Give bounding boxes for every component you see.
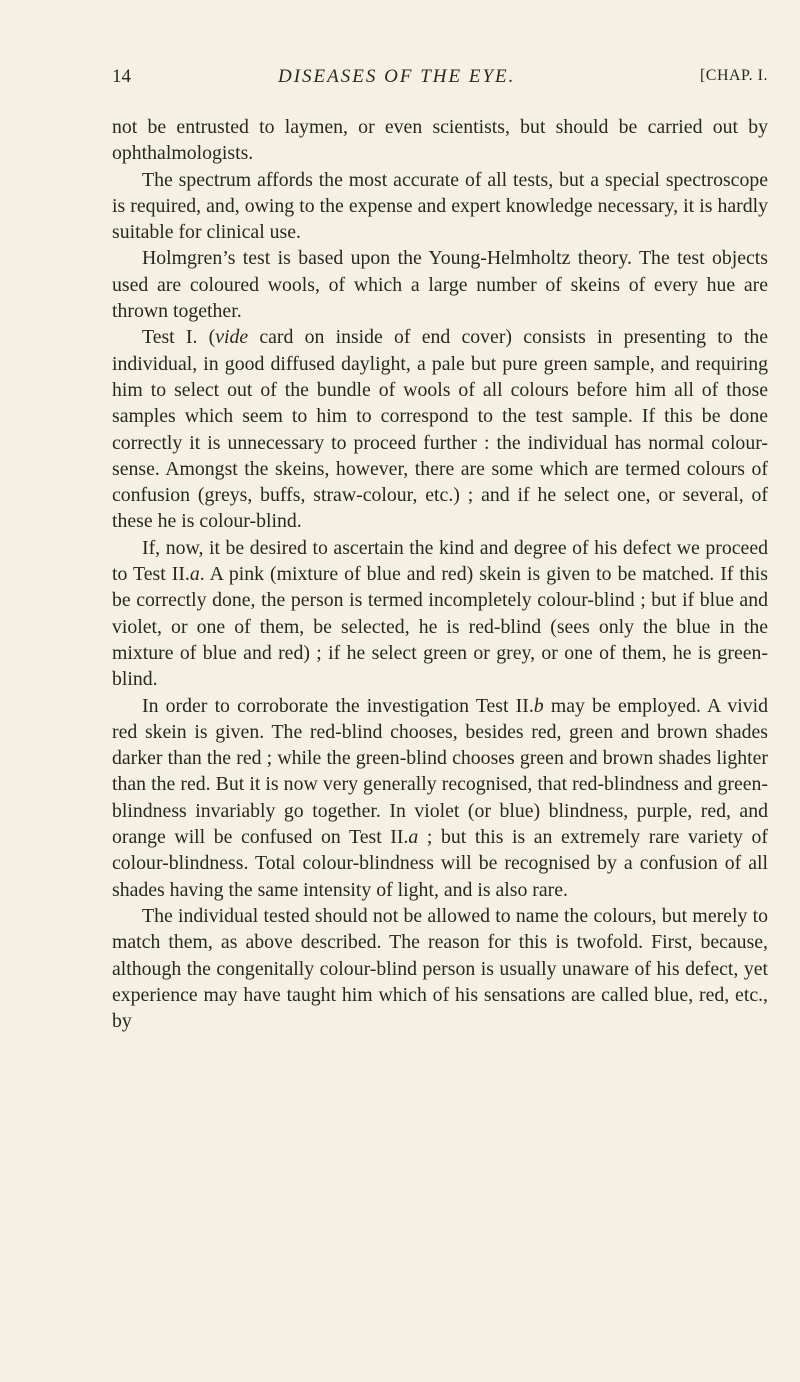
paragraph-7-text: The individual tested should not be allowed to name the colours, but merely to match them, as above described. The reason for this is twofold. First, because, although the congenitally colour-blind person is usually unaware of his defect, yet experience may have taught him which of his sensations are called blue, red, etc., by bbox=[112, 904, 768, 1033]
page-number: 14 bbox=[112, 66, 131, 87]
paragraph-2 bbox=[112, 167, 768, 246]
body-text bbox=[112, 114, 768, 1034]
paragraph-4-text-before: Test I. ( bbox=[142, 326, 216, 349]
paragraph-6-italic-2: a bbox=[408, 826, 419, 849]
paragraph-5-text-before: If, now, it be desired to ascertain the kind and degree of his defect we proceed to Test II. bbox=[112, 536, 768, 586]
paragraph-1-text: not be entrusted to laymen, or even scientists, but should be carried out by ophthalmologists. bbox=[112, 116, 768, 165]
paragraph-7 bbox=[112, 903, 768, 1034]
paragraph-5-text-after: . A pink (mixture of blue and red) skein is given to be matched. If this be correctly done, the person is termed incompletely colour-blind ; but if blue and violet, or one of them, be selected, he is red-blind (sees only the blue in the mixture of blue and red) ; if he select green or grey, or one of them, he is green-blind. bbox=[112, 563, 769, 691]
paragraph-4 bbox=[112, 324, 768, 534]
paragraph-6-text-before: In order to corroborate the investigation Test II. bbox=[142, 694, 534, 717]
paragraph-6-italic: b bbox=[533, 694, 544, 717]
chapter-reference: [CHAP. I. bbox=[699, 67, 768, 84]
paragraph-6 bbox=[112, 693, 768, 903]
paragraph-6-text-after: ; but this is an extremely rare variety of colour-blindness. Total colour-blindness will be recognised by a confusion of all shades having the same intensity of light, and is also rare. bbox=[112, 826, 768, 901]
paragraph-4-text-after: card on inside of end cover) consists in presenting to the individual, in good diffused daylight, a pale but pure green sample, and requiring him to select out of the bundle of wools of all colours before him all of those samples which seem to him to correspond to the test sample. If this be done correctly it is unnecessary to proceed further : the individual has normal colour-sense. Amongst the skeins, however, there are some which are termed colours of confusion (greys, buffs, straw-colour, etc.) ; and if he select one, or several, of these he is colour-blind. bbox=[112, 326, 768, 533]
running-title: DISEASES OF THE EYE. bbox=[278, 66, 516, 87]
paragraph-4-italic: vide bbox=[215, 326, 249, 349]
page-header bbox=[112, 66, 768, 92]
paragraph-5 bbox=[112, 535, 768, 693]
paragraph-2-text: The spectrum affords the most accurate of all tests, but a special spectroscope is required, and, owing to the expense and expert knowledge necessary, it is hardly suitable for clinical use. bbox=[112, 168, 768, 244]
paragraph-1 bbox=[112, 114, 768, 167]
paragraph-5-italic: a bbox=[189, 563, 200, 586]
paragraph-3 bbox=[112, 245, 768, 324]
paragraph-6-text-middle: may be employed. A vivid red skein is given. The red-blind chooses, besides red, green and brown shades darker than the red ; while the green-blind chooses green and brown shades lighter than the red. But it is now very generally recognised, that red-blindness and green-blindness invariably go together. In violet (or blue) blindness, purple, red, and orange will be confused on Test II. bbox=[112, 694, 769, 849]
paragraph-3-text: Holmgren’s test is based upon the Young-Helmholtz theory. The test objects used are coloured wools, of which a large number of skeins of every hue are thrown together. bbox=[112, 247, 768, 323]
